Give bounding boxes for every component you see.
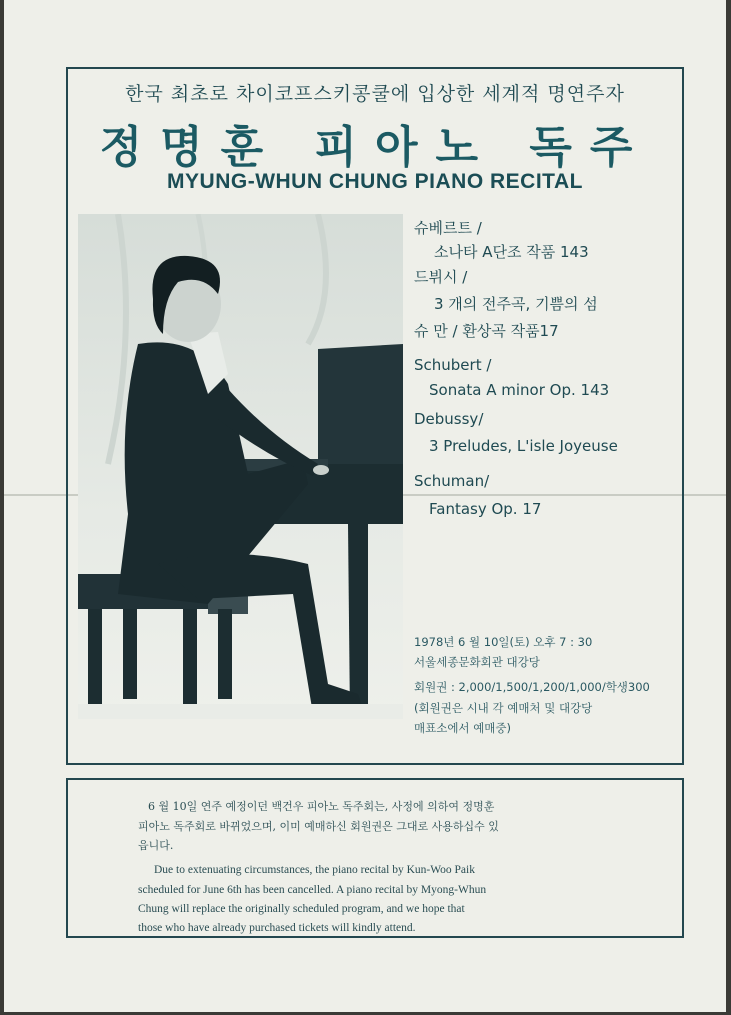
notice-en-line-1: Due to extenuating circumstances, the piano recital by Kun-Woo Paik [154, 864, 475, 876]
title-korean: 정명훈 피아노 독주 [99, 122, 651, 173]
program-en-composer-3: Schuman/ [414, 472, 490, 490]
recital-flyer [4, 0, 726, 1012]
notice-ko-line-2: 피아노 독주회로 바뀌었으며, 이미 예매하신 회원권은 그대로 사용하십수 있 [138, 820, 499, 833]
program-en-work-1: Sonata A minor Op. 143 [429, 381, 610, 399]
notice-en-line-4: those who have already purchased tickets will kindly attend. [138, 922, 416, 934]
header-subtitle: 한국 최초로 차이코프스키콩쿨에 입상한 세계적 명연주자 [125, 83, 625, 105]
notice-frame [66, 778, 684, 938]
notice-ko-line-3: 읍니다. [138, 839, 174, 852]
program-en-composer-1: Schubert / [414, 356, 492, 374]
ticket-note-2: 매표소에서 예매중) [414, 721, 512, 735]
program-en-composer-2: Debussy/ [414, 410, 484, 428]
program-en-work-2: 3 Preludes, L'isle Joyeuse [429, 437, 618, 455]
notice-en-line-3: Chung will replace the originally scheduled program, and we hope that [138, 903, 465, 915]
concert-datetime: 1978년 6 월 10일(토) 오후 7 : 30 [414, 635, 593, 649]
program-ko-composer-3: 슈 만 / 환상곡 작품17 [414, 322, 559, 340]
concert-venue: 서울세종문화회관 대강당 [414, 655, 540, 669]
ticket-price: 회원권 : 2,000/1,500/1,200/1,000/학생300 [414, 680, 650, 694]
notice-ko-line-1: 6 월 10일 연주 예정이던 백건우 피아노 독주회는, 사정에 의하여 정명훈 [148, 800, 495, 813]
pianist-photo [78, 214, 403, 719]
title-english: MYUNG-WHUN CHUNG PIANO RECITAL [167, 170, 583, 193]
program-ko-work-2: 3 개의 전주곡, 기쁨의 섬 [434, 295, 598, 313]
program-ko-composer-1: 슈베르트 / [414, 219, 482, 237]
program-ko-work-1: 소나타 A단조 작품 143 [434, 243, 589, 261]
ticket-note-1: (회원권은 시내 각 예매처 및 대강당 [414, 701, 593, 715]
notice-en-line-2: scheduled for June 6th has been cancelled. A piano recital by Myong-Whun [138, 884, 487, 896]
main-frame [66, 67, 684, 765]
program-en-work-3: Fantasy Op. 17 [429, 500, 542, 518]
pianist-at-piano-illustration [78, 214, 403, 719]
program-ko-composer-2: 드뷔시 / [414, 268, 468, 286]
